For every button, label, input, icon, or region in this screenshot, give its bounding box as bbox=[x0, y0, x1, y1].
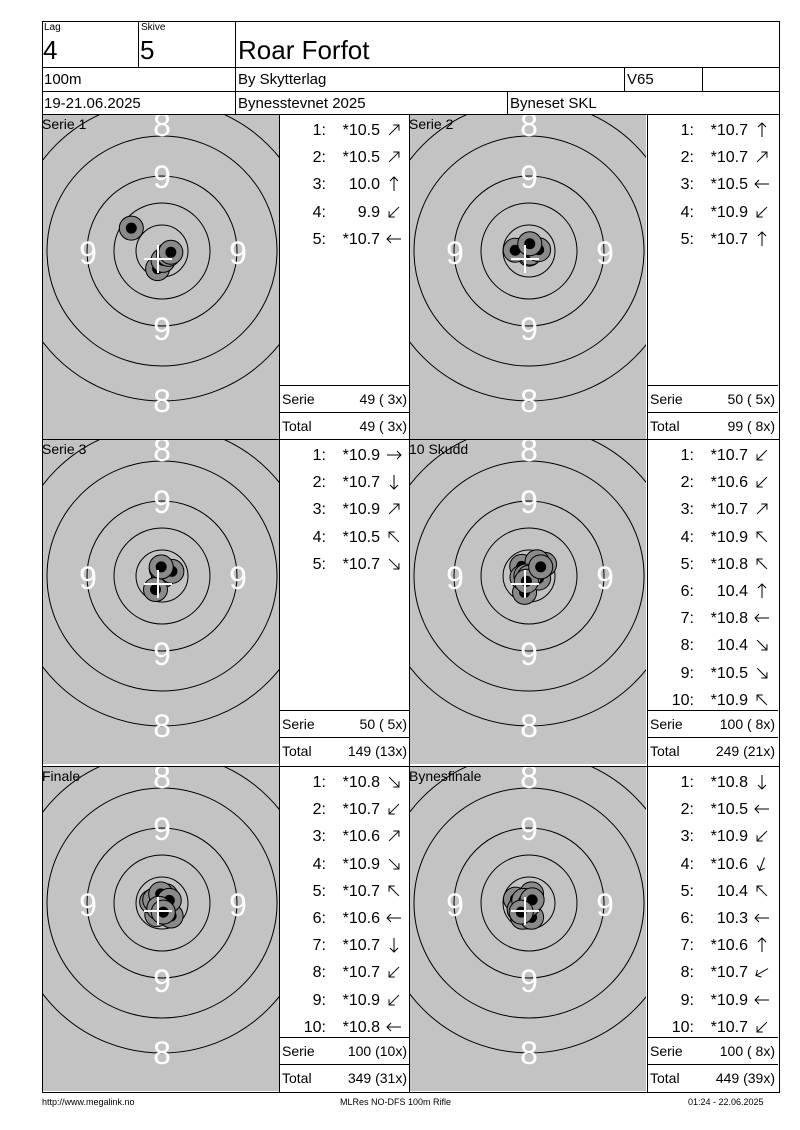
shot-number: 3: bbox=[680, 501, 694, 519]
ring-number-label: 9 bbox=[229, 235, 247, 271]
direction-arrow-icon bbox=[384, 148, 404, 166]
target-face bbox=[410, 440, 646, 764]
total-value: 249 (21x) bbox=[715, 743, 775, 759]
direction-arrow-icon bbox=[384, 800, 404, 818]
shot-number: 10: bbox=[303, 1018, 326, 1036]
serie-value: 100 ( 8x) bbox=[719, 716, 775, 732]
shot-number: 4: bbox=[312, 203, 326, 221]
shot-score: 10.4 bbox=[716, 583, 748, 600]
shot-row bbox=[280, 856, 408, 876]
ring-number-label: 8 bbox=[520, 440, 538, 468]
shot-number: 5: bbox=[312, 882, 326, 900]
shot-number: 8: bbox=[312, 964, 326, 982]
shot-score: *10.5 bbox=[710, 801, 748, 819]
shot-hole bbox=[518, 232, 542, 256]
shot-score: *10.6 bbox=[342, 828, 380, 846]
direction-arrow-icon bbox=[752, 882, 772, 900]
ring-number-label: 9 bbox=[153, 963, 171, 999]
shot-score: *10.9 bbox=[710, 691, 748, 709]
shot-number: 7: bbox=[680, 610, 694, 628]
ring-number-label: 8 bbox=[153, 708, 171, 744]
direction-arrow-icon bbox=[384, 909, 404, 927]
total-summary-row bbox=[648, 743, 778, 761]
ring-number-label: 9 bbox=[520, 636, 538, 672]
target-5 bbox=[43, 767, 279, 1091]
shot-score: *10.9 bbox=[342, 991, 380, 1009]
event-name: Bynesstevnet 2025 bbox=[238, 95, 366, 112]
shot-score: *10.6 bbox=[710, 937, 748, 955]
shot-row bbox=[648, 992, 776, 1012]
shot-score: *10.5 bbox=[342, 528, 380, 546]
shot-row bbox=[280, 204, 408, 224]
shot-score: *10.9 bbox=[710, 203, 748, 221]
shot-row bbox=[648, 828, 776, 848]
direction-arrow-icon bbox=[752, 500, 772, 518]
direction-arrow-icon bbox=[752, 148, 772, 166]
target-face bbox=[410, 115, 646, 439]
skive-value: 5 bbox=[140, 35, 155, 65]
shot-number: 1: bbox=[680, 447, 694, 464]
shot-number: 5: bbox=[680, 555, 694, 573]
shot-score: *10.7 bbox=[342, 882, 380, 900]
serie-summary-row bbox=[280, 1043, 410, 1061]
shot-number: 6: bbox=[680, 583, 694, 600]
ring-number-label: 9 bbox=[446, 887, 464, 923]
shot-row bbox=[280, 529, 408, 549]
direction-arrow-icon bbox=[752, 446, 772, 464]
shot-row bbox=[280, 937, 408, 957]
shot-row bbox=[280, 1019, 408, 1039]
direction-arrow-icon bbox=[384, 1018, 404, 1036]
shot-score: *10.6 bbox=[710, 855, 748, 873]
direction-arrow-icon bbox=[752, 528, 772, 546]
direction-arrow-icon bbox=[752, 582, 772, 600]
ring-number-label: 9 bbox=[79, 235, 97, 271]
serie-value: 50 ( 5x) bbox=[727, 391, 775, 407]
shot-score: *10.7 bbox=[342, 964, 380, 982]
shot-row bbox=[648, 692, 776, 712]
shot-row bbox=[280, 122, 408, 142]
shot-number: 2: bbox=[312, 474, 326, 492]
class: V65 bbox=[627, 71, 654, 88]
ring-number-label: 8 bbox=[520, 383, 538, 419]
direction-arrow-icon bbox=[752, 991, 772, 1009]
shot-number: 1: bbox=[312, 122, 326, 139]
direction-arrow-icon bbox=[752, 664, 772, 682]
ring-number-label: 9 bbox=[596, 887, 614, 923]
shot-score: *10.8 bbox=[710, 774, 748, 791]
shot-number: 4: bbox=[680, 855, 694, 873]
panel-title: Serie 2 bbox=[409, 116, 454, 132]
shot-number: 4: bbox=[680, 203, 694, 221]
direction-arrow-icon bbox=[384, 855, 404, 873]
direction-arrow-icon bbox=[384, 446, 404, 464]
ring-number-label: 9 bbox=[446, 560, 464, 596]
ring-number-label: 9 bbox=[79, 887, 97, 923]
shot-score: *10.7 bbox=[710, 149, 748, 167]
direction-arrow-icon bbox=[384, 473, 404, 491]
shot-row bbox=[280, 556, 408, 576]
shot-number: 2: bbox=[680, 474, 694, 492]
shot-score: *10.8 bbox=[342, 1018, 380, 1036]
ring-number-label: 9 bbox=[153, 811, 171, 847]
ring-number-label: 8 bbox=[153, 767, 171, 795]
direction-arrow-icon bbox=[384, 203, 404, 221]
serie-value: 100 ( 8x) bbox=[719, 1043, 775, 1059]
total-summary-row bbox=[280, 1070, 410, 1088]
shot-number: 4: bbox=[680, 528, 694, 546]
ring-number-label: 8 bbox=[153, 1035, 171, 1071]
ring-number-label: 9 bbox=[79, 560, 97, 596]
serie-label: Serie bbox=[650, 1043, 683, 1059]
target-6 bbox=[410, 767, 646, 1091]
ring-number-label: 9 bbox=[520, 963, 538, 999]
shot-number: 6: bbox=[680, 910, 694, 927]
serie-summary-row bbox=[648, 716, 778, 734]
shot-number: 5: bbox=[680, 230, 694, 248]
direction-arrow-icon bbox=[752, 473, 772, 491]
shot-score: *10.7 bbox=[710, 964, 748, 982]
ring-number-label: 8 bbox=[520, 115, 538, 143]
organizer: Byneset SKL bbox=[510, 95, 597, 112]
shot-score: *10.7 bbox=[342, 555, 380, 573]
shot-row bbox=[648, 176, 776, 196]
shooter-name: Roar Forfot bbox=[238, 35, 370, 65]
direction-arrow-icon bbox=[752, 963, 772, 981]
direction-arrow-icon bbox=[752, 773, 772, 791]
direction-arrow-icon bbox=[384, 528, 404, 546]
shot-number: 8: bbox=[680, 964, 694, 982]
shot-score: 10.4 bbox=[716, 637, 748, 655]
shot-row bbox=[648, 204, 776, 224]
shot-row bbox=[648, 149, 776, 169]
total-value: 349 (31x) bbox=[347, 1070, 407, 1086]
serie-label: Serie bbox=[282, 716, 315, 732]
shot-number: 5: bbox=[312, 555, 326, 573]
direction-arrow-icon bbox=[752, 855, 772, 873]
shot-score: *10.8 bbox=[342, 774, 380, 791]
shot-row bbox=[648, 447, 776, 467]
shot-number: 4: bbox=[312, 528, 326, 546]
direction-arrow-icon bbox=[752, 909, 772, 927]
shot-number: 2: bbox=[312, 149, 326, 167]
total-value: 99 ( 8x) bbox=[727, 418, 775, 434]
shot-number: 9: bbox=[312, 991, 326, 1009]
total-summary-row bbox=[280, 418, 410, 436]
shot-row bbox=[280, 501, 408, 521]
ring-number-label: 8 bbox=[153, 115, 171, 143]
direction-arrow-icon bbox=[384, 230, 404, 248]
shot-number: 3: bbox=[680, 828, 694, 846]
shot-score: 9.9 bbox=[357, 203, 380, 221]
shot-row bbox=[648, 937, 776, 957]
shot-score: *10.7 bbox=[342, 230, 380, 248]
ring-number-label: 9 bbox=[520, 311, 538, 347]
shot-row bbox=[648, 637, 776, 657]
footer-url[interactable]: http://www.megalink.no bbox=[42, 1097, 135, 1107]
shot-row bbox=[648, 964, 776, 984]
shot-number: 7: bbox=[312, 937, 326, 955]
direction-arrow-icon bbox=[752, 827, 772, 845]
direction-arrow-icon bbox=[752, 203, 772, 221]
shot-number: 2: bbox=[680, 149, 694, 167]
shot-score: *10.6 bbox=[710, 474, 748, 492]
serie-label: Serie bbox=[282, 391, 315, 407]
shot-score: *10.7 bbox=[710, 122, 748, 139]
ring-number-label: 9 bbox=[153, 159, 171, 195]
direction-arrow-icon bbox=[384, 555, 404, 573]
panel-title: Serie 3 bbox=[42, 441, 87, 457]
serie-value: 49 ( 3x) bbox=[359, 391, 407, 407]
shot-score: 10.4 bbox=[716, 882, 748, 900]
ring-number-label: 9 bbox=[153, 311, 171, 347]
shot-number: 9: bbox=[680, 991, 694, 1009]
shot-number: 6: bbox=[312, 910, 326, 927]
shot-number: 5: bbox=[680, 882, 694, 900]
serie-summary-row bbox=[648, 391, 778, 409]
target-face bbox=[410, 767, 646, 1091]
shot-hole bbox=[529, 555, 553, 579]
shot-row bbox=[280, 801, 408, 821]
shot-row bbox=[648, 801, 776, 821]
lag-value: 4 bbox=[43, 35, 58, 65]
ring-number-label: 9 bbox=[229, 560, 247, 596]
shot-score: *10.6 bbox=[342, 910, 380, 927]
ring-number-label: 8 bbox=[520, 767, 538, 795]
shot-number: 10: bbox=[671, 1018, 694, 1036]
serie-label: Serie bbox=[282, 1043, 315, 1059]
direction-arrow-icon bbox=[752, 175, 772, 193]
shot-row bbox=[648, 910, 776, 930]
ring-number-label: 9 bbox=[596, 560, 614, 596]
shot-hole bbox=[144, 578, 168, 602]
shot-score: *10.5 bbox=[710, 664, 748, 682]
target-face bbox=[43, 440, 279, 764]
target-2 bbox=[410, 115, 646, 439]
shot-row bbox=[280, 774, 408, 794]
total-value: 449 (39x) bbox=[715, 1070, 775, 1086]
total-summary-row bbox=[648, 1070, 778, 1088]
shot-score: *10.9 bbox=[342, 447, 380, 464]
target-3 bbox=[43, 440, 279, 764]
shot-score: *10.9 bbox=[710, 828, 748, 846]
shot-row bbox=[280, 883, 408, 903]
direction-arrow-icon bbox=[384, 500, 404, 518]
target-face bbox=[43, 767, 279, 1091]
shot-score: *10.9 bbox=[710, 991, 748, 1009]
ring-number-label: 9 bbox=[446, 235, 464, 271]
shot-hole bbox=[159, 240, 183, 264]
target-4 bbox=[410, 440, 646, 764]
shot-number: 1: bbox=[680, 774, 694, 791]
direction-arrow-icon bbox=[752, 936, 772, 954]
total-label: Total bbox=[650, 743, 680, 759]
total-summary-row bbox=[280, 743, 410, 761]
shot-number: 2: bbox=[680, 801, 694, 819]
ring-number-label: 9 bbox=[153, 636, 171, 672]
direction-arrow-icon bbox=[384, 175, 404, 193]
shot-row bbox=[648, 556, 776, 576]
shot-number: 3: bbox=[312, 176, 326, 194]
shot-score: *10.7 bbox=[342, 474, 380, 492]
shot-score: *10.7 bbox=[710, 447, 748, 464]
direction-arrow-icon bbox=[752, 609, 772, 627]
serie-value: 50 ( 5x) bbox=[359, 716, 407, 732]
total-label: Total bbox=[282, 418, 312, 434]
serie-summary-row bbox=[280, 391, 410, 409]
shot-row bbox=[648, 856, 776, 876]
ring-number-label: 9 bbox=[596, 235, 614, 271]
shot-score: *10.7 bbox=[342, 801, 380, 819]
shot-score: *10.5 bbox=[342, 149, 380, 167]
shot-row bbox=[648, 474, 776, 494]
total-value: 49 ( 3x) bbox=[359, 418, 407, 434]
shot-row bbox=[648, 583, 776, 603]
panel-title: Finale bbox=[42, 768, 81, 784]
total-summary-row bbox=[648, 418, 778, 436]
distance: 100m bbox=[44, 71, 82, 88]
dates: 19-21.06.2025 bbox=[44, 95, 141, 112]
shot-row bbox=[280, 447, 408, 467]
shot-score: *10.8 bbox=[710, 610, 748, 628]
shot-row bbox=[648, 1019, 776, 1039]
shot-score: *10.7 bbox=[342, 937, 380, 955]
shot-row bbox=[648, 665, 776, 685]
shot-number: 9: bbox=[680, 664, 694, 682]
shot-row bbox=[280, 474, 408, 494]
shot-score: 10.3 bbox=[716, 910, 748, 927]
direction-arrow-icon bbox=[752, 800, 772, 818]
ring-number-label: 8 bbox=[520, 708, 538, 744]
skive-label: Skive bbox=[141, 22, 166, 33]
shot-row bbox=[280, 964, 408, 984]
total-value: 149 (13x) bbox=[347, 743, 407, 759]
shot-number: 1: bbox=[312, 774, 326, 791]
shot-number: 7: bbox=[680, 937, 694, 955]
serie-label: Serie bbox=[650, 391, 683, 407]
target-1 bbox=[43, 115, 279, 439]
total-label: Total bbox=[282, 1070, 312, 1086]
ring-number-label: 9 bbox=[520, 811, 538, 847]
footer-timestamp: 01:24 - 22.06.2025 bbox=[688, 1097, 764, 1107]
direction-arrow-icon bbox=[384, 827, 404, 845]
shot-number: 8: bbox=[680, 637, 694, 655]
direction-arrow-icon bbox=[752, 1018, 772, 1036]
shot-score: *10.7 bbox=[710, 1018, 748, 1036]
ring-number-label: 8 bbox=[153, 440, 171, 468]
direction-arrow-icon bbox=[384, 121, 404, 139]
shot-score: *10.7 bbox=[710, 230, 748, 248]
shot-row bbox=[648, 501, 776, 521]
shot-score: *10.9 bbox=[342, 855, 380, 873]
shot-hole bbox=[149, 555, 173, 579]
serie-label: Serie bbox=[650, 716, 683, 732]
serie-value: 100 (10x) bbox=[347, 1043, 407, 1059]
shot-row bbox=[280, 910, 408, 930]
lag-label: Lag bbox=[44, 22, 61, 33]
shot-score: *10.9 bbox=[342, 501, 380, 519]
direction-arrow-icon bbox=[752, 230, 772, 248]
shot-number: 5: bbox=[312, 230, 326, 248]
shot-row bbox=[280, 149, 408, 169]
shot-score: *10.5 bbox=[710, 176, 748, 194]
ring-number-label: 9 bbox=[520, 159, 538, 195]
panel-title: Serie 1 bbox=[42, 116, 87, 132]
total-label: Total bbox=[650, 418, 680, 434]
shot-row bbox=[648, 774, 776, 794]
shot-score: *10.5 bbox=[342, 122, 380, 139]
shot-score: *10.9 bbox=[710, 528, 748, 546]
ring-number-label: 9 bbox=[520, 484, 538, 520]
shot-row bbox=[648, 231, 776, 251]
shot-score: 10.0 bbox=[348, 176, 380, 194]
direction-arrow-icon bbox=[384, 963, 404, 981]
shot-number: 4: bbox=[312, 855, 326, 873]
shot-score: *10.8 bbox=[710, 555, 748, 573]
shot-row bbox=[648, 529, 776, 549]
serie-summary-row bbox=[280, 716, 410, 734]
direction-arrow-icon bbox=[752, 555, 772, 573]
panel-title: 10 Skudd bbox=[409, 441, 469, 457]
panel-title: Bynesfinale bbox=[409, 768, 482, 784]
shot-number: 3: bbox=[680, 176, 694, 194]
shot-number: 1: bbox=[680, 122, 694, 139]
direction-arrow-icon bbox=[384, 936, 404, 954]
shot-row bbox=[280, 992, 408, 1012]
ring-number-label: 8 bbox=[520, 1035, 538, 1071]
total-label: Total bbox=[650, 1070, 680, 1086]
club: By Skytterlag bbox=[238, 71, 327, 88]
shot-hole bbox=[151, 900, 175, 924]
shot-number: 3: bbox=[312, 828, 326, 846]
serie-summary-row bbox=[648, 1043, 778, 1061]
direction-arrow-icon bbox=[752, 636, 772, 654]
shot-hole bbox=[509, 900, 533, 924]
direction-arrow-icon bbox=[752, 121, 772, 139]
shot-row bbox=[648, 883, 776, 903]
direction-arrow-icon bbox=[384, 882, 404, 900]
shot-row bbox=[280, 231, 408, 251]
total-label: Total bbox=[282, 743, 312, 759]
ring-number-label: 9 bbox=[229, 887, 247, 923]
ring-number-label: 8 bbox=[153, 383, 171, 419]
direction-arrow-icon bbox=[384, 773, 404, 791]
shot-number: 10: bbox=[671, 691, 694, 709]
shot-row bbox=[280, 828, 408, 848]
shot-row bbox=[648, 610, 776, 630]
shot-number: 1: bbox=[312, 447, 326, 464]
target-face bbox=[43, 115, 279, 439]
direction-arrow-icon bbox=[384, 991, 404, 1009]
ring-number-label: 9 bbox=[153, 484, 171, 520]
direction-arrow-icon bbox=[752, 691, 772, 709]
shot-row bbox=[648, 122, 776, 142]
shot-row bbox=[280, 176, 408, 196]
shot-number: 3: bbox=[312, 501, 326, 519]
shot-number: 2: bbox=[312, 801, 326, 819]
shot-score: *10.7 bbox=[710, 501, 748, 519]
footer-program: MLRes NO-DFS 100m Rifle bbox=[340, 1097, 452, 1107]
shot-hole bbox=[119, 216, 143, 240]
